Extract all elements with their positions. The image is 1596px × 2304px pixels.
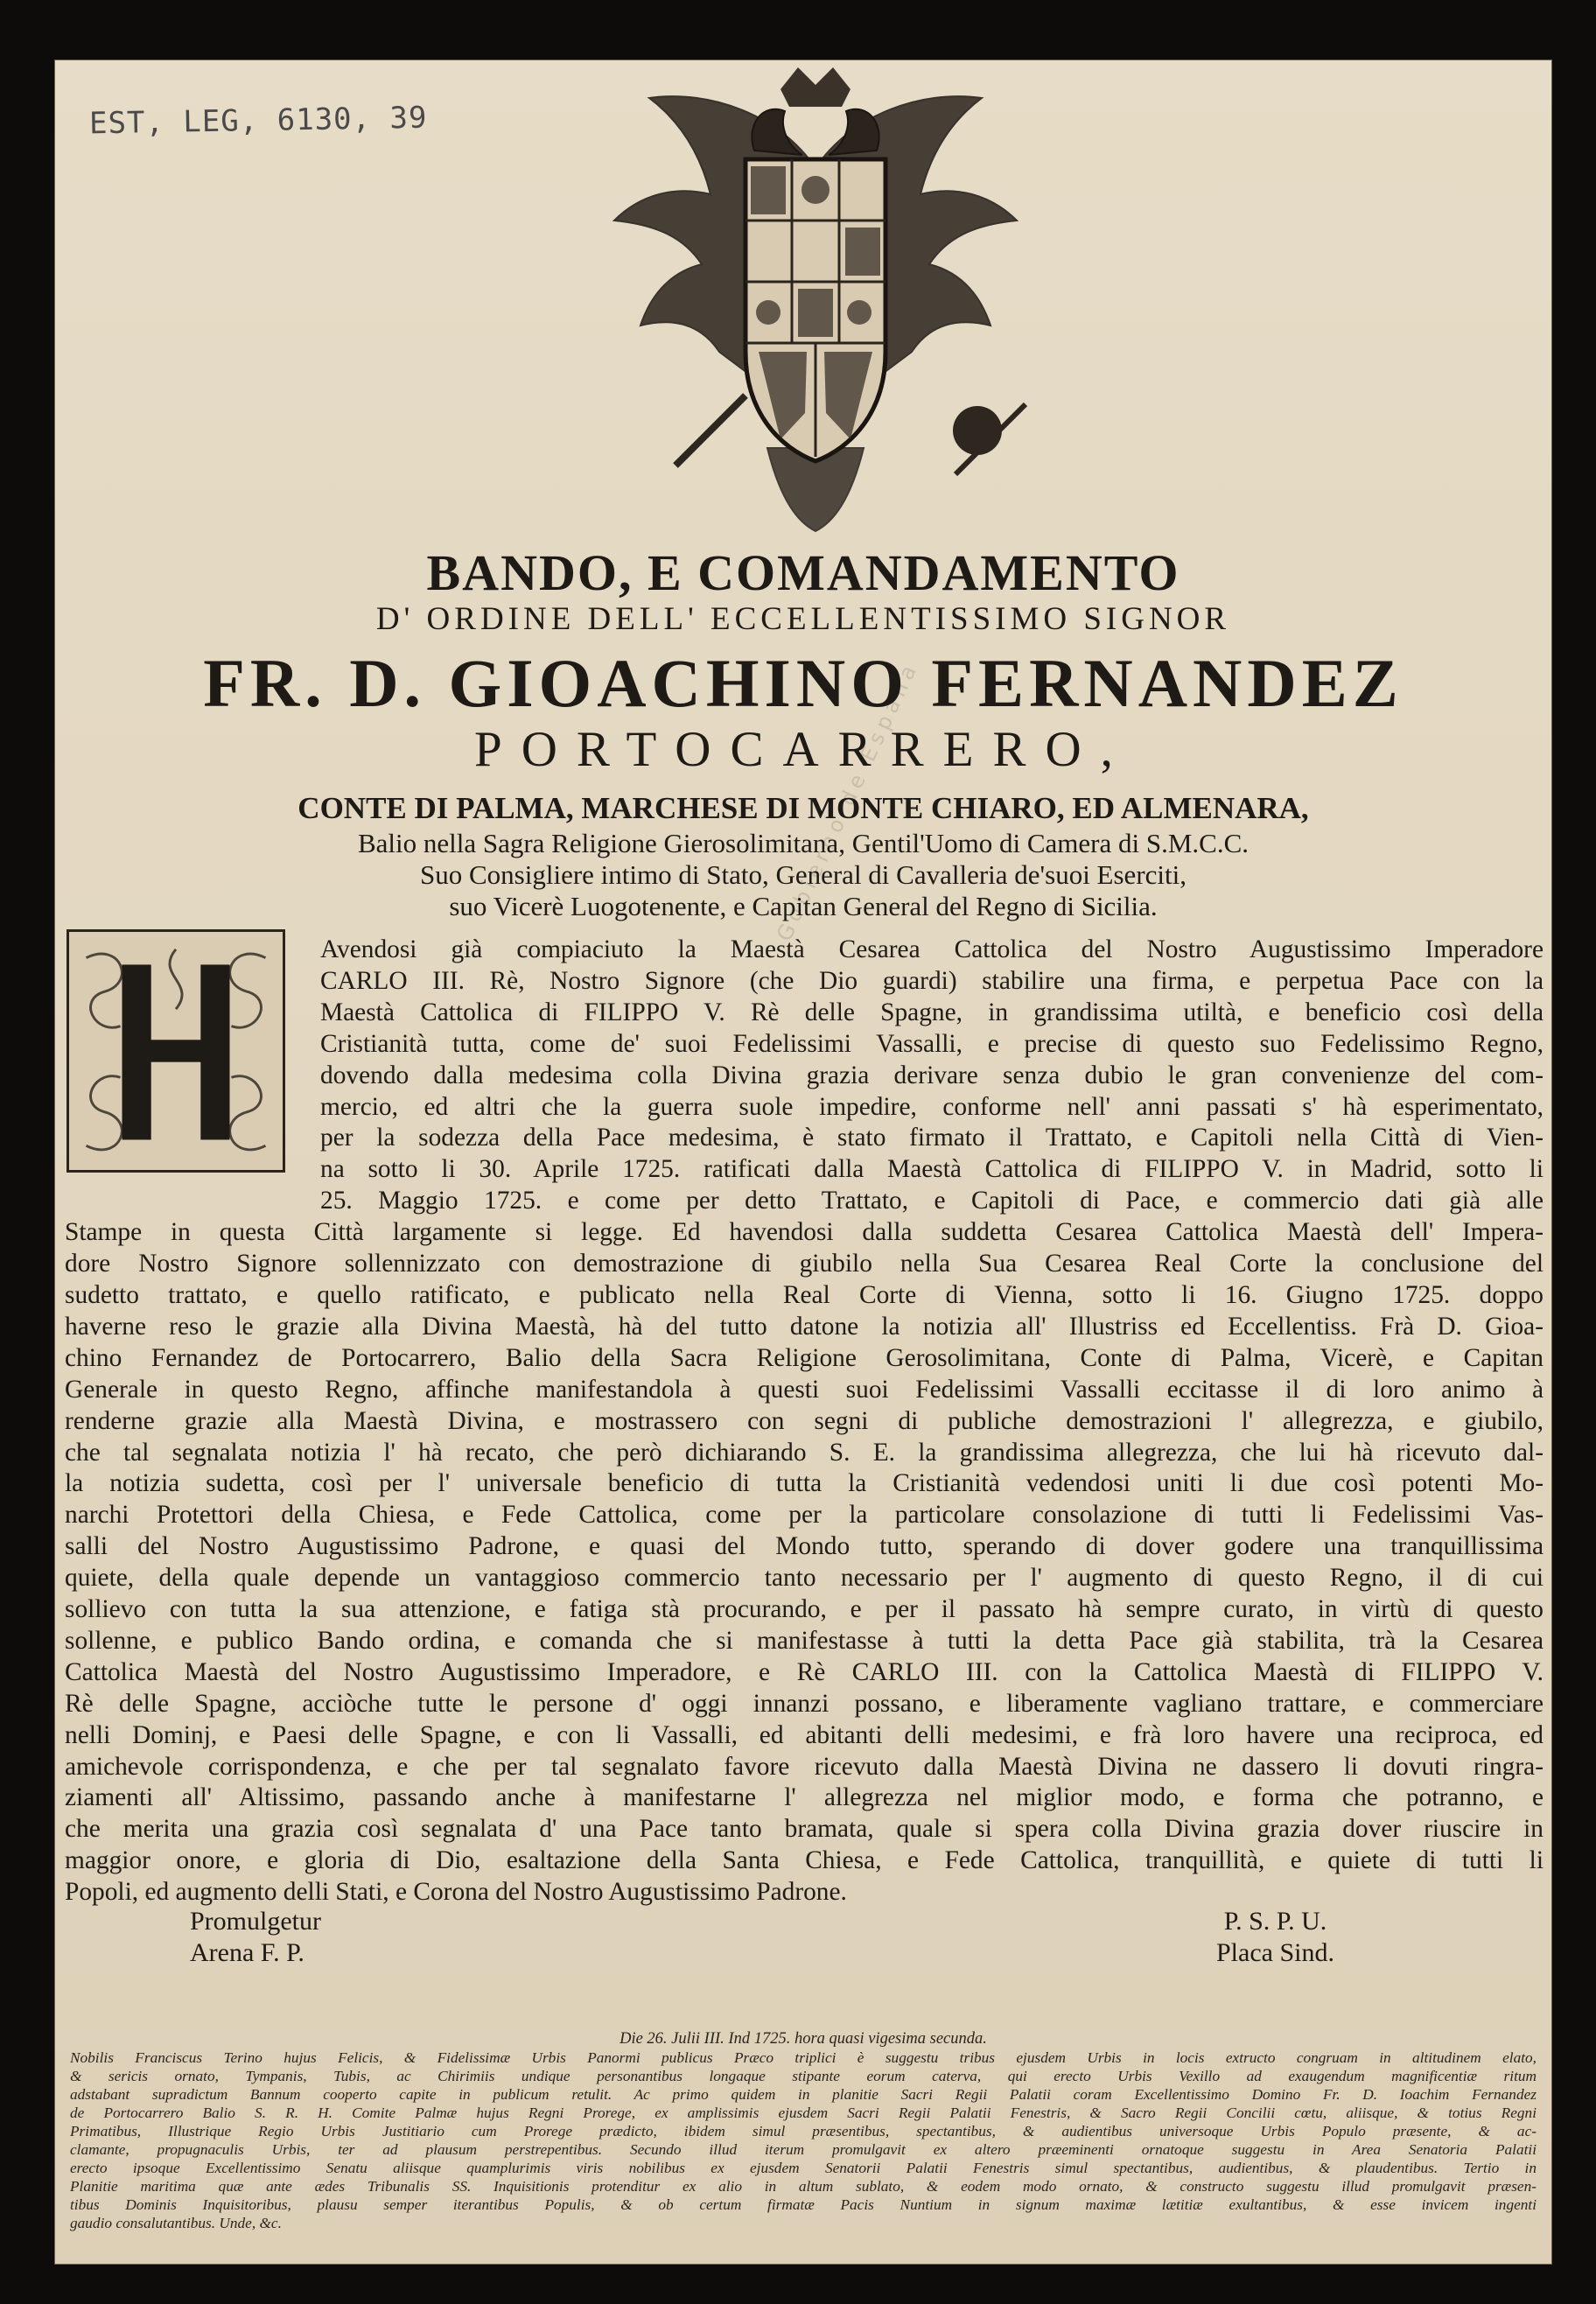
body-line: sollievo con tutta la sua attenzione, e fatiga stà procurando, e per il passato hà sempre curato, in virtù di questo [65,1595,1544,1624]
body-line: ziamenti all' Altissimo, passando anche à manifestarne l' allegrezza nel miglior modo, e forma che potranno, e [65,1783,1544,1812]
record-line: Planitie maritima quæ ante ædes Tribunalis SS. Inquisitionis protenditur ex alio in altum sublato, & eodem modo ornato, & constructo suggestu illud promulgavit præsen- [70,2178,1536,2195]
body-line: che merita una grazia così segnalata d' una Pace tanto bramata, quale si spera colla Divina grazia dover riuscire in [65,1815,1544,1844]
body-line: mercio, ed altri che la guerra suole impedire, conforme nell' anni passati s' hà esperimentato, [320,1092,1544,1121]
record-line: de Portocarrero Balio S. R. H. Comite Palmæ hujus Regni Prorege, ex amplissimis ejusdem Sacri Regii Palatii Fenestris, & Sacro Regii Concilii cœtu, aliisque, & totius Regni [70,2104,1536,2121]
body-line: Maestà Cattolica di FILIPPO V. Rè delle Spagne, in grandissima utiltà, e beneficio così della [320,998,1544,1026]
body-line: sollenne, e publico Bando ordina, e comanda che si manifestasse à tutti la detta Pace già stabilita, trà la Cesarea [65,1626,1544,1655]
bando-title: BANDO, E COMANDAMENTO [426,544,1180,601]
body-line: salli del Nostro Augustissimo Padrone, e quasi del Mondo tutto, sperando di dover godere una tranquillissima [65,1532,1544,1561]
body-line: quiete, della quale depende un vantaggioso commercio tanto necessario per l' augmento di questo Regno, il di cui [65,1564,1544,1593]
archive-watermark: Gobierno de España [772,656,924,945]
record-line: Primatibus, Illustrique Regio Urbis Justitiario cum Prorege prædicto, ibidem simul præsentibus, spectantibus, & audientibus universoque Urbis Populo præsente, & ac- [70,2123,1536,2139]
viceroy-surname: PORTOCARRERO, [474,722,1132,777]
body-line: Stampe in questa Città largamente si legge. Ed havendosi dalla suddetta Cesarea Cattolica Maestà dell' Impera- [65,1218,1544,1247]
body-line: sudetto trattato, e quello ratificato, e publicato nella Real Corte di Vienna, sotto li 16. Giugno 1725. doppo [65,1280,1544,1309]
initial-letter: H [176,1060,177,1061]
pspu-signature [1216,1906,1334,1969]
viceroy-name: FR. D. GIOACHINO FERNANDEZ [203,645,1404,721]
body-line: dore Nostro Signore sollennizzato con demostrazione di giubilo nella Sua Cesarea Real Corte la conclusione del [65,1250,1544,1278]
body-line: 25. Maggio 1725. e come per detto Trattato, e Capitoli di Pace, e commercio dati già alle [320,1187,1544,1215]
body-line: renderne grazie alla Maestà Divina, e mostrassero con segni di publiche demostrazioni l' allegrezza, e giubilo, [65,1406,1544,1435]
titles-line-2: Balio nella Sagra Religione Gierosolimitana, Gentil'Uomo di Camera di S.M.C.C. [357,828,1250,858]
shelfmark: EST, LEG, 6130, 39 [88,100,428,142]
body-line: che tal segnalata notizia l' hà recato, che però dichiarando S. E. la grandissima allegrezza, che lui hà ricevuto dal- [65,1438,1544,1467]
record-line: & sericis ornato, Tympanis, Tubis, ac Chirimiis undique personantibus longaque stipante eorum caterva, qui erecto Urbis Vexillo ad exaugendum magnificentiæ ritum [70,2068,1536,2084]
body-line: haverne reso le grazie alla Divina Maestà, hà del tutto datone la notizia all' Illustriss ed Eccellentiss. Frà D. Gioa- [65,1312,1544,1341]
body-line: Avendosi già compiaciuto la Maestà Cesarea Cattolica del Nostro Augustissimo Imperadore [320,935,1544,963]
record-line: erecto ipsoque Excellentissimo Senatu aliisque quamplurimis viris nobilibus ex ejusdem Senatorii Palatii Fenestris simul spectantibus, audientibus, & plaudentibus. Tertio in [70,2160,1536,2176]
promulgetur-signature [190,1906,321,1969]
titles-line-3: Suo Consigliere intimo di Stato, General di Cavalleria de'suoi Eserciti, [420,859,1186,890]
body-line: nelli Dominj, e Paesi delle Spagne, e con li Vassalli, ed abitanti delli medesimi, e frà loro havere una reciproca, ed [65,1720,1544,1749]
promulgation-record [54,2030,1552,2232]
record-line: tibus Dominis Inquisitoribus, plausu semper iterantibus Populis, & ob certum firmatæ Pacis Nuntium in signum maximæ lætitiæ exultantibus, & esse invicem ingenti [70,2196,1536,2213]
bando-sheet [54,60,1552,2265]
body-line: na sotto li 30. Aprile 1725. ratificati dalla Maestà Cattolica di FILIPPO V. in Madrid, sotto li [320,1155,1544,1184]
body-line: narchi Protettori della Chiesa, e Fede Cattolica, come per la particolare consolazione di tutti li Fedelissimi Vas- [65,1501,1544,1530]
body-line: Generale in questo Regno, affinche manifestandola à questi suoi Fedelissimi Vassalli eccitasse il di loro animo à [65,1375,1544,1404]
body-line: la notizia sudetta, così per l' universale beneficio di tutta la Cristianità vedendosi uniti li due così potenti Mo- [65,1469,1544,1498]
body-line: Cattolica Maestà del Nostro Augustissimo Imperadore, e Rè CARLO III. con la Cattolica Maestà di FILIPPO V. [65,1657,1544,1686]
record-line: Nobilis Franciscus Terino hujus Felicis, & Fidelissimæ Urbis Panormi publicus Præco triplici è suggestu tribus ejusdem Urbis in locis extructo congruam in altitudinem elato, [70,2049,1536,2066]
decree-body [65,935,1544,1908]
body-line: amichevole corrispondenza, e che per tal segnalato favore ricevuto dalla Maestà Divina ne dassero li dovuti ringra- [65,1752,1544,1781]
placa-label: Placa Sind. [1216,1938,1334,1967]
record-line: Die 26. Julii III. Ind 1725. hora quasi vigesima secunda. [620,2030,987,2048]
record-line: clamante, propugnaculis Urbis, ter ad plausum perstrepentibus. Secundo illud iterum promulgavit ex altero præeminenti ornatoque suggestu in Area Senatoria Palatii [70,2141,1536,2158]
titles-line: CONTE DI PALMA, MARCHESE DI MONTE CHIARO, ED ALMENARA, [298,791,1309,825]
body-line: Cristianità tutta, come de' suoi Fedelissimi Vassalli, e precise di questo suo Fedelissimo Regno, [320,1029,1544,1058]
body-line: chino Fernandez de Portocarrero, Balio della Sacra Religione Gerosolimitana, Conte di Palma, Vicerè, e Capitan [65,1343,1544,1372]
ordine-line: D' ORDINE DELL' ECCELLENTISSIMO SIGNOR [375,601,1231,637]
record-line: gaudio consalutantibus. Unde, &c. [70,2215,282,2231]
body-line: CARLO III. Rè, Nostro Signore (che Dio guardi) stabilire una firma, e perpetua Pace con la [320,966,1544,995]
body-line: dovendo dalla medesima colla Divina grazia derivare senza dubio le gran convenienze del com- [320,1061,1544,1089]
pspu-label: P. S. P. U. [1223,1907,1327,1936]
arena-label: Arena F. P. [190,1938,304,1967]
titles-line-4: suo Vicerè Luogotenente, e Capitan General del Regno di Sicilia. [449,891,1158,921]
body-line: Popoli, ed augmento delli Stati, e Corona del Nostro Augustissimo Padrone. [65,1878,847,1907]
imperial-double-headed-eagle-coat-of-arms-icon [579,63,1052,536]
record-line: adstabant supradictum Bannum cooperto capite in publicum retulit. Ac primo quidem in planitie Sacri Regii Palatii coram Excellentissimo Domino Fr. D. Ioachim Fernandez [70,2086,1536,2103]
body-line: maggior onore, e gloria di Dio, esaltazione della Santa Chiesa, e Fede Cattolica, tranquillità, e quiete di tutti li [65,1846,1544,1875]
body-line: Rè delle Spagne, acciòche tutte le persone d' oggi innanzi possano, e liberamente vagliano trattare, e commerciare [65,1689,1544,1718]
body-line: per la sodezza della Pace medesima, è stato firmato il Trattato, e Capitoli nella Città di Vien- [320,1124,1544,1152]
promulgetur-label: Promulgetur [190,1907,321,1936]
